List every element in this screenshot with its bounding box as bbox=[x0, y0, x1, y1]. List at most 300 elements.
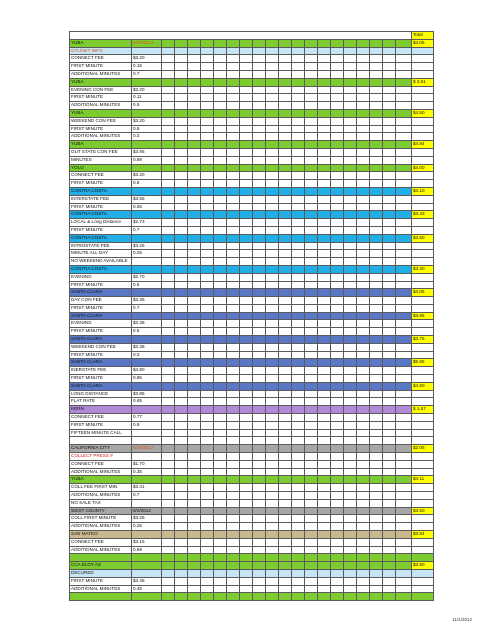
row-value-cell: $2.73 bbox=[132, 219, 162, 227]
grid-cell bbox=[266, 375, 279, 383]
grid-cell bbox=[344, 226, 357, 234]
grid-cell bbox=[383, 562, 396, 570]
grid-cell bbox=[318, 554, 331, 562]
grid-cell bbox=[214, 164, 227, 172]
grid-cell bbox=[279, 180, 292, 188]
grid-cell bbox=[305, 585, 318, 593]
grid-cell bbox=[240, 515, 253, 523]
grid-cell bbox=[253, 86, 266, 94]
grid-cell bbox=[227, 180, 240, 188]
grid-cell bbox=[370, 304, 383, 312]
grid-cell bbox=[344, 507, 357, 515]
grid-cell bbox=[253, 234, 266, 242]
row-total-cell bbox=[412, 304, 434, 312]
row-value-cell: 0.7 bbox=[132, 226, 162, 234]
row-value-cell: 0.45 bbox=[132, 585, 162, 593]
grid-cell bbox=[266, 390, 279, 398]
row-total-cell bbox=[412, 102, 434, 110]
grid-cell bbox=[227, 585, 240, 593]
grid-cell bbox=[214, 195, 227, 203]
grid-cell bbox=[175, 492, 188, 500]
grid-cell bbox=[331, 187, 344, 195]
grid-cell bbox=[279, 375, 292, 383]
row-value-cell bbox=[132, 265, 162, 273]
table-row bbox=[70, 437, 434, 445]
grid-cell bbox=[279, 523, 292, 531]
table-row bbox=[70, 141, 434, 149]
grid-cell bbox=[318, 234, 331, 242]
grid-cell bbox=[162, 265, 175, 273]
grid-cell bbox=[292, 289, 305, 297]
grid-cell bbox=[331, 476, 344, 484]
row-label-cell: FIRST MINUTE bbox=[70, 577, 132, 585]
row-total-cell bbox=[412, 63, 434, 71]
table-row bbox=[70, 484, 434, 492]
grid-cell bbox=[175, 577, 188, 585]
grid-cell bbox=[279, 273, 292, 281]
grid-cell bbox=[305, 499, 318, 507]
grid-cell bbox=[279, 359, 292, 367]
grid-cell bbox=[214, 148, 227, 156]
grid-cell bbox=[383, 406, 396, 414]
grid-cell bbox=[305, 70, 318, 78]
grid-cell bbox=[292, 273, 305, 281]
grid-cell bbox=[188, 382, 201, 390]
row-total-cell bbox=[412, 281, 434, 289]
grid-cell bbox=[305, 180, 318, 188]
grid-cell bbox=[370, 148, 383, 156]
grid-cell bbox=[318, 242, 331, 250]
row-value-cell: $2.70 bbox=[132, 273, 162, 281]
grid-cell bbox=[344, 460, 357, 468]
grid-cell bbox=[253, 265, 266, 273]
grid-cell bbox=[370, 375, 383, 383]
grid-cell bbox=[318, 273, 331, 281]
grid-cell bbox=[279, 445, 292, 453]
row-label-cell: CONNECT FEE bbox=[70, 538, 132, 546]
grid-cell bbox=[162, 484, 175, 492]
grid-cell bbox=[305, 515, 318, 523]
grid-cell bbox=[344, 70, 357, 78]
grid-cell bbox=[240, 390, 253, 398]
row-label-cell: LONG DISTANCE bbox=[70, 390, 132, 398]
grid-cell bbox=[188, 453, 201, 461]
grid-cell bbox=[253, 359, 266, 367]
grid-cell bbox=[357, 569, 370, 577]
table-row bbox=[70, 507, 434, 515]
grid-cell bbox=[266, 109, 279, 117]
grid-cell bbox=[214, 499, 227, 507]
grid-cell bbox=[214, 367, 227, 375]
grid-cell bbox=[188, 180, 201, 188]
grid-cell bbox=[201, 336, 214, 344]
grid-cell bbox=[344, 437, 357, 445]
grid-cell bbox=[292, 398, 305, 406]
grid-cell bbox=[396, 226, 412, 234]
row-value-cell bbox=[132, 499, 162, 507]
table-row bbox=[70, 63, 434, 71]
grid-cell bbox=[292, 172, 305, 180]
grid-cell bbox=[279, 343, 292, 351]
table-row bbox=[70, 367, 434, 375]
row-label-cell: COLL FEE FIRST MIN bbox=[70, 484, 132, 492]
grid-cell bbox=[162, 187, 175, 195]
table-row bbox=[70, 203, 434, 211]
grid-cell bbox=[396, 429, 412, 437]
grid-cell bbox=[214, 133, 227, 141]
grid-cell bbox=[357, 250, 370, 258]
grid-cell bbox=[266, 468, 279, 476]
grid-cell bbox=[188, 351, 201, 359]
grid-cell bbox=[292, 281, 305, 289]
grid-cell bbox=[370, 219, 383, 227]
row-label-cell: COLLECT PRESS # bbox=[70, 453, 132, 461]
row-label-cell: CALIFORNIA CITY bbox=[70, 445, 132, 453]
grid-cell bbox=[279, 211, 292, 219]
grid-cell bbox=[318, 375, 331, 383]
grid-cell bbox=[188, 289, 201, 297]
grid-cell bbox=[396, 398, 412, 406]
grid-cell bbox=[214, 78, 227, 86]
table-row bbox=[70, 47, 434, 55]
table-row bbox=[70, 55, 434, 63]
grid-cell bbox=[396, 460, 412, 468]
grid-cell bbox=[344, 203, 357, 211]
grid-cell bbox=[175, 273, 188, 281]
grid-cell bbox=[383, 320, 396, 328]
row-label-cell: CONNECT FEE bbox=[70, 460, 132, 468]
grid-cell bbox=[383, 211, 396, 219]
grid-cell bbox=[227, 39, 240, 47]
grid-cell bbox=[214, 226, 227, 234]
grid-cell bbox=[240, 39, 253, 47]
grid-cell bbox=[201, 195, 214, 203]
grid-cell bbox=[396, 499, 412, 507]
row-total-cell bbox=[412, 226, 434, 234]
grid-cell bbox=[370, 258, 383, 266]
grid-cell bbox=[188, 234, 201, 242]
grid-cell bbox=[253, 219, 266, 227]
grid-cell bbox=[279, 507, 292, 515]
grid-cell bbox=[214, 320, 227, 328]
grid-cell bbox=[253, 226, 266, 234]
grid-cell bbox=[292, 336, 305, 344]
grid-cell bbox=[279, 148, 292, 156]
row-total-cell bbox=[412, 585, 434, 593]
grid-cell bbox=[305, 328, 318, 336]
grid-cell bbox=[305, 414, 318, 422]
row-value-cell: $3.25 bbox=[132, 242, 162, 250]
grid-cell bbox=[227, 453, 240, 461]
grid-cell bbox=[370, 546, 383, 554]
grid-cell bbox=[318, 398, 331, 406]
row-total-cell bbox=[412, 297, 434, 305]
grid-cell bbox=[396, 382, 412, 390]
grid-cell bbox=[318, 219, 331, 227]
grid-cell bbox=[253, 499, 266, 507]
grid-cell bbox=[253, 460, 266, 468]
grid-cell bbox=[331, 148, 344, 156]
grid-cell bbox=[357, 484, 370, 492]
grid-cell bbox=[201, 234, 214, 242]
grid-cell bbox=[331, 351, 344, 359]
grid-cell bbox=[188, 86, 201, 94]
table-row bbox=[70, 117, 434, 125]
grid-cell bbox=[227, 515, 240, 523]
row-value-cell bbox=[132, 382, 162, 390]
grid-cell bbox=[253, 281, 266, 289]
grid-cell bbox=[383, 468, 396, 476]
grid-cell bbox=[188, 304, 201, 312]
grid-cell bbox=[331, 484, 344, 492]
grid-cell bbox=[292, 195, 305, 203]
grid-cell bbox=[357, 546, 370, 554]
grid-cell bbox=[240, 195, 253, 203]
grid-cell bbox=[279, 320, 292, 328]
grid-cell bbox=[383, 133, 396, 141]
grid-cell bbox=[240, 468, 253, 476]
grid-cell bbox=[370, 125, 383, 133]
grid-cell bbox=[240, 507, 253, 515]
grid-cell bbox=[357, 180, 370, 188]
grid-cell bbox=[292, 468, 305, 476]
grid-cell bbox=[331, 109, 344, 117]
row-value-cell: 0.25 bbox=[132, 250, 162, 258]
grid-cell bbox=[305, 242, 318, 250]
grid-cell bbox=[240, 297, 253, 305]
row-value-cell: 0.5 bbox=[132, 102, 162, 110]
grid-cell bbox=[292, 538, 305, 546]
grid-cell bbox=[370, 242, 383, 250]
grid-cell bbox=[253, 531, 266, 539]
table-row bbox=[70, 148, 434, 156]
grid-cell bbox=[344, 39, 357, 47]
row-value-cell: $3.35 bbox=[132, 343, 162, 351]
row-value-cell: $3.20 bbox=[132, 55, 162, 63]
grid-cell bbox=[266, 328, 279, 336]
row-value-cell bbox=[132, 141, 162, 149]
grid-cell bbox=[214, 94, 227, 102]
row-value-cell bbox=[132, 429, 162, 437]
grid-cell bbox=[188, 343, 201, 351]
grid-cell bbox=[201, 390, 214, 398]
grid-cell bbox=[344, 86, 357, 94]
grid-cell bbox=[162, 406, 175, 414]
grid-cell bbox=[331, 390, 344, 398]
grid-cell bbox=[292, 141, 305, 149]
grid-cell bbox=[227, 148, 240, 156]
grid-cell bbox=[357, 328, 370, 336]
row-label-cell: ADDITIONAL MINUTES bbox=[70, 70, 132, 78]
grid-cell bbox=[279, 562, 292, 570]
grid-cell bbox=[162, 63, 175, 71]
grid-cell bbox=[396, 507, 412, 515]
grid-cell bbox=[344, 569, 357, 577]
grid-cell bbox=[396, 55, 412, 63]
table-row bbox=[70, 258, 434, 266]
grid-cell bbox=[292, 250, 305, 258]
grid-cell bbox=[279, 585, 292, 593]
grid-cell bbox=[357, 468, 370, 476]
grid-cell bbox=[357, 187, 370, 195]
row-label-cell: INERSTATE FEE bbox=[70, 367, 132, 375]
grid-cell bbox=[357, 234, 370, 242]
grid-cell bbox=[175, 382, 188, 390]
grid-cell bbox=[370, 320, 383, 328]
grid-cell bbox=[396, 258, 412, 266]
grid-cell bbox=[227, 86, 240, 94]
grid-cell bbox=[318, 515, 331, 523]
grid-cell bbox=[292, 180, 305, 188]
grid-cell bbox=[188, 55, 201, 63]
grid-cell bbox=[253, 102, 266, 110]
grid-cell bbox=[357, 390, 370, 398]
grid-cell bbox=[318, 141, 331, 149]
grid-cell bbox=[214, 414, 227, 422]
grid-cell bbox=[331, 242, 344, 250]
row-total-cell bbox=[412, 569, 434, 577]
grid-cell bbox=[266, 562, 279, 570]
grid-cell bbox=[227, 102, 240, 110]
grid-cell bbox=[279, 47, 292, 55]
grid-cell bbox=[396, 63, 412, 71]
grid-cell bbox=[318, 211, 331, 219]
grid-cell bbox=[214, 102, 227, 110]
grid-cell bbox=[266, 94, 279, 102]
grid-cell bbox=[383, 265, 396, 273]
grid-cell bbox=[253, 55, 266, 63]
grid-cell bbox=[370, 343, 383, 351]
grid-cell bbox=[305, 86, 318, 94]
grid-cell bbox=[396, 180, 412, 188]
grid-cell bbox=[175, 226, 188, 234]
table-row bbox=[70, 398, 434, 406]
grid-cell bbox=[396, 47, 412, 55]
grid-cell bbox=[357, 429, 370, 437]
grid-cell bbox=[253, 203, 266, 211]
grid-cell bbox=[175, 421, 188, 429]
grid-cell bbox=[305, 281, 318, 289]
row-label-cell: ADDITIONAL MINUTES bbox=[70, 133, 132, 141]
row-label-cell: SANTA CLARA bbox=[70, 312, 132, 320]
grid-cell bbox=[370, 78, 383, 86]
row-value-cell: 0.7 bbox=[132, 304, 162, 312]
grid-cell bbox=[331, 585, 344, 593]
grid-cell bbox=[240, 593, 253, 601]
grid-cell bbox=[344, 546, 357, 554]
grid-cell bbox=[214, 437, 227, 445]
row-value-cell: $3.41 bbox=[132, 484, 162, 492]
grid-cell bbox=[227, 265, 240, 273]
grid-cell bbox=[227, 125, 240, 133]
grid-cell bbox=[266, 70, 279, 78]
grid-cell bbox=[305, 195, 318, 203]
grid-cell bbox=[292, 133, 305, 141]
grid-cell bbox=[175, 445, 188, 453]
grid-cell bbox=[253, 593, 266, 601]
row-value-cell: 0.5 bbox=[132, 328, 162, 336]
grid-cell bbox=[344, 484, 357, 492]
grid-cell bbox=[253, 562, 266, 570]
grid-cell bbox=[331, 289, 344, 297]
grid-cell bbox=[201, 164, 214, 172]
grid-cell bbox=[305, 55, 318, 63]
grid-cell bbox=[383, 180, 396, 188]
row-value-cell: $3.55 bbox=[132, 195, 162, 203]
grid-cell bbox=[279, 125, 292, 133]
grid-cell bbox=[279, 141, 292, 149]
grid-cell bbox=[383, 585, 396, 593]
grid-cell bbox=[318, 320, 331, 328]
grid-cell bbox=[396, 289, 412, 297]
grid-cell bbox=[331, 359, 344, 367]
grid-cell bbox=[370, 476, 383, 484]
grid-cell bbox=[318, 507, 331, 515]
row-value-cell: 9/2/2012 bbox=[132, 507, 162, 515]
grid-cell bbox=[318, 593, 331, 601]
grid-cell bbox=[227, 133, 240, 141]
grid-cell bbox=[279, 499, 292, 507]
grid-cell bbox=[279, 70, 292, 78]
grid-cell bbox=[331, 265, 344, 273]
grid-cell bbox=[318, 460, 331, 468]
grid-cell bbox=[318, 499, 331, 507]
grid-cell bbox=[383, 593, 396, 601]
grid-cell bbox=[162, 297, 175, 305]
table-row bbox=[70, 351, 434, 359]
grid-cell bbox=[175, 538, 188, 546]
table-row bbox=[70, 538, 434, 546]
grid-cell bbox=[370, 515, 383, 523]
grid-cell bbox=[396, 531, 412, 539]
grid-cell bbox=[240, 109, 253, 117]
grid-cell bbox=[162, 507, 175, 515]
grid-cell bbox=[279, 390, 292, 398]
grid-cell bbox=[318, 328, 331, 336]
grid-cell bbox=[318, 297, 331, 305]
grid-cell bbox=[162, 78, 175, 86]
grid-cell bbox=[188, 507, 201, 515]
grid-cell bbox=[383, 281, 396, 289]
grid-cell bbox=[240, 445, 253, 453]
grid-cell bbox=[305, 133, 318, 141]
grid-cell bbox=[370, 47, 383, 55]
grid-cell bbox=[188, 148, 201, 156]
row-total-cell bbox=[412, 390, 434, 398]
row-value-cell: $3.15 bbox=[132, 538, 162, 546]
grid-cell bbox=[292, 445, 305, 453]
row-value-cell: 0.3 bbox=[132, 133, 162, 141]
grid-cell bbox=[396, 125, 412, 133]
row-value-cell: 0.7 bbox=[132, 70, 162, 78]
grid-cell bbox=[266, 226, 279, 234]
grid-cell bbox=[305, 141, 318, 149]
row-label-cell bbox=[70, 593, 132, 601]
grid-cell bbox=[344, 414, 357, 422]
grid-cell bbox=[292, 304, 305, 312]
grid-cell bbox=[292, 484, 305, 492]
grid-cell bbox=[318, 195, 331, 203]
grid-cell bbox=[227, 390, 240, 398]
grid-cell bbox=[253, 211, 266, 219]
grid-cell bbox=[331, 63, 344, 71]
grid-cell bbox=[357, 421, 370, 429]
grid-cell bbox=[162, 109, 175, 117]
row-total-cell bbox=[412, 593, 434, 601]
grid-cell bbox=[396, 515, 412, 523]
grid-cell bbox=[370, 141, 383, 149]
grid-cell bbox=[266, 297, 279, 305]
